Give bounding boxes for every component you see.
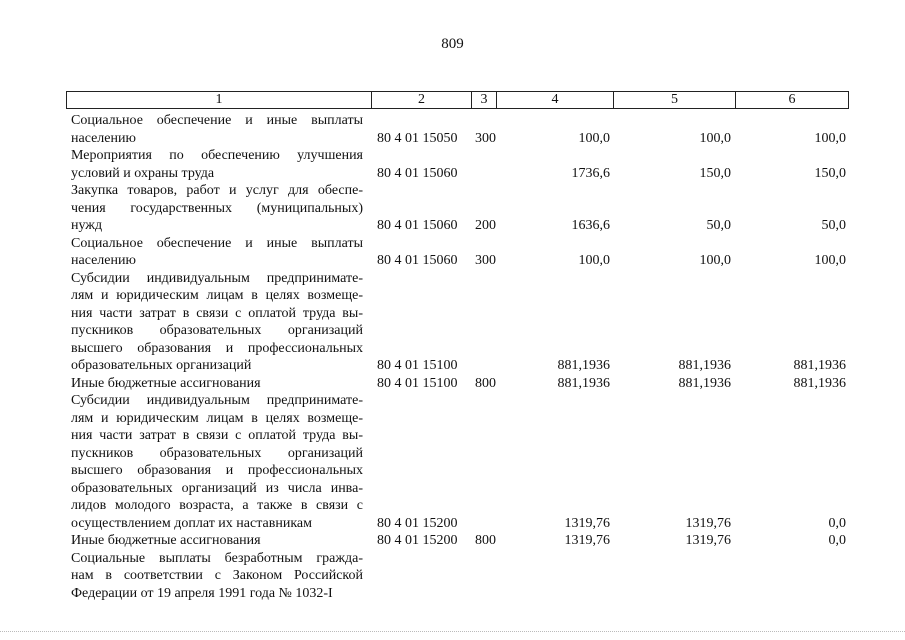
table-row (0, 112, 905, 147)
row-col-4: 1636,6 (571, 218, 610, 233)
page-number: 809 (441, 36, 464, 52)
row-name-line: Иные бюджетные ассигнования (71, 533, 261, 548)
table-body (0, 112, 905, 602)
table-row (0, 182, 905, 235)
table-row (0, 270, 905, 375)
row-col-4: 1319,76 (564, 533, 610, 548)
row-code: 80 4 01 15100 (377, 375, 458, 391)
row-col-4: 100,0 (578, 253, 610, 268)
row-name-line: высшего образования и профессиональных (71, 340, 363, 356)
row-col-6: 150,0 (814, 165, 846, 181)
row-code: 80 4 01 15060 (377, 165, 458, 181)
table-row (0, 532, 905, 550)
row-vr: 300 (475, 130, 496, 146)
header-col-6: 6 (788, 92, 796, 107)
row-col-5: 100,0 (699, 253, 731, 268)
header-col-1: 1 (67, 92, 372, 108)
row-col-5: 881,1936 (678, 375, 731, 391)
table-row (0, 147, 905, 182)
row-name-line: ния части затрат в связи с оплатой труда вы- (71, 305, 363, 321)
row-col-5: 1319,76 (685, 533, 731, 548)
row-col-6: 881,1936 (793, 375, 846, 391)
row-name-line: Субсидии индивидуальным предпринимате- (71, 393, 363, 408)
row-name-line: пускников образовательных организаций (71, 323, 363, 338)
row-vr: 800 (475, 533, 496, 548)
row-name (71, 147, 363, 182)
row-name (71, 112, 363, 147)
row-code: 80 4 01 15200 (377, 533, 458, 548)
header-col-4: 4 (497, 92, 614, 108)
row-name-line: высшего образования и профессиональных (71, 463, 363, 478)
row-name-line: Мероприятия по обеспечению улучшения (71, 148, 363, 163)
table-row (0, 235, 905, 270)
row-col-5: 50,0 (706, 218, 731, 233)
row-col-4: 1319,76 (564, 515, 610, 531)
row-name (71, 182, 363, 235)
row-name-line: лям и юридическим лицам в целях возмеще- (71, 410, 363, 426)
row-col-5: 150,0 (699, 165, 731, 181)
row-name (71, 270, 363, 375)
row-name-line: осуществлением доплат их наставникам (71, 515, 312, 531)
row-col-5: 100,0 (699, 130, 731, 146)
row-name (71, 532, 363, 550)
row-name-line: Закупка товаров, работ и услуг для обеспе- (71, 183, 363, 198)
row-code: 80 4 01 15060 (377, 253, 458, 268)
row-name (71, 392, 363, 532)
row-name-line: пускников образовательных организаций (71, 445, 363, 461)
row-col-4: 881,1936 (557, 358, 610, 373)
row-name-line: условий и охраны труда (71, 165, 215, 181)
row-name-line: населению (71, 253, 136, 268)
row-name-line: образовательных организаций из числа инва- (71, 480, 363, 496)
row-col-4: 881,1936 (557, 375, 610, 391)
row-name (71, 375, 363, 393)
row-name-line: нам в соответствии с Законом Российской (71, 568, 363, 583)
row-code: 80 4 01 15200 (377, 515, 458, 531)
row-col-6: 50,0 (821, 218, 846, 233)
row-vr: 200 (475, 218, 496, 233)
row-name-line: ния части затрат в связи с оплатой труда вы- (71, 428, 363, 443)
row-col-6: 0,0 (828, 533, 846, 548)
row-code: 80 4 01 15100 (377, 358, 458, 373)
table-header (66, 91, 849, 109)
row-code: 80 4 01 15060 (377, 218, 458, 233)
row-code: 80 4 01 15050 (377, 130, 458, 146)
table-row (0, 550, 905, 603)
row-name-line: нужд (71, 218, 103, 233)
table-row (0, 392, 905, 532)
header-col-5: 5 (614, 92, 736, 108)
row-col-6: 100,0 (814, 130, 846, 146)
bottom-divider (0, 631, 905, 634)
row-name-line: Социальное обеспечение и иные выплаты (71, 113, 363, 128)
row-vr: 300 (475, 253, 496, 268)
row-name (71, 550, 363, 603)
row-name-line: лям и юридическим лицам в целях возмеще- (71, 288, 363, 303)
table-row (0, 375, 905, 393)
row-name-line: образовательных организаций (71, 358, 252, 373)
row-col-6: 0,0 (828, 515, 846, 531)
row-name (71, 235, 363, 270)
row-name-line: Федерации от 19 апреля 1991 года № 1032-I (71, 585, 333, 601)
row-col-5: 881,1936 (678, 358, 731, 373)
row-col-6: 881,1936 (793, 358, 846, 373)
row-name-line: чения государственных (муниципальных) (71, 200, 363, 216)
row-name-line: населению (71, 130, 136, 146)
row-name-line: лидов молодого возраста, а также в связи с (71, 498, 363, 513)
header-col-2: 2 (372, 92, 472, 108)
row-col-4: 1736,6 (571, 165, 610, 181)
row-name-line: Субсидии индивидуальным предпринимате- (71, 270, 363, 286)
row-name-line: Социальные выплаты безработным гражда- (71, 550, 363, 566)
header-col-3: 3 (472, 92, 497, 108)
row-col-6: 100,0 (814, 253, 846, 268)
row-col-4: 100,0 (578, 130, 610, 146)
row-name-line: Социальное обеспечение и иные выплаты (71, 235, 363, 251)
row-vr: 800 (475, 375, 496, 391)
row-name-line: Иные бюджетные ассигнования (71, 375, 261, 391)
row-col-5: 1319,76 (685, 515, 731, 531)
